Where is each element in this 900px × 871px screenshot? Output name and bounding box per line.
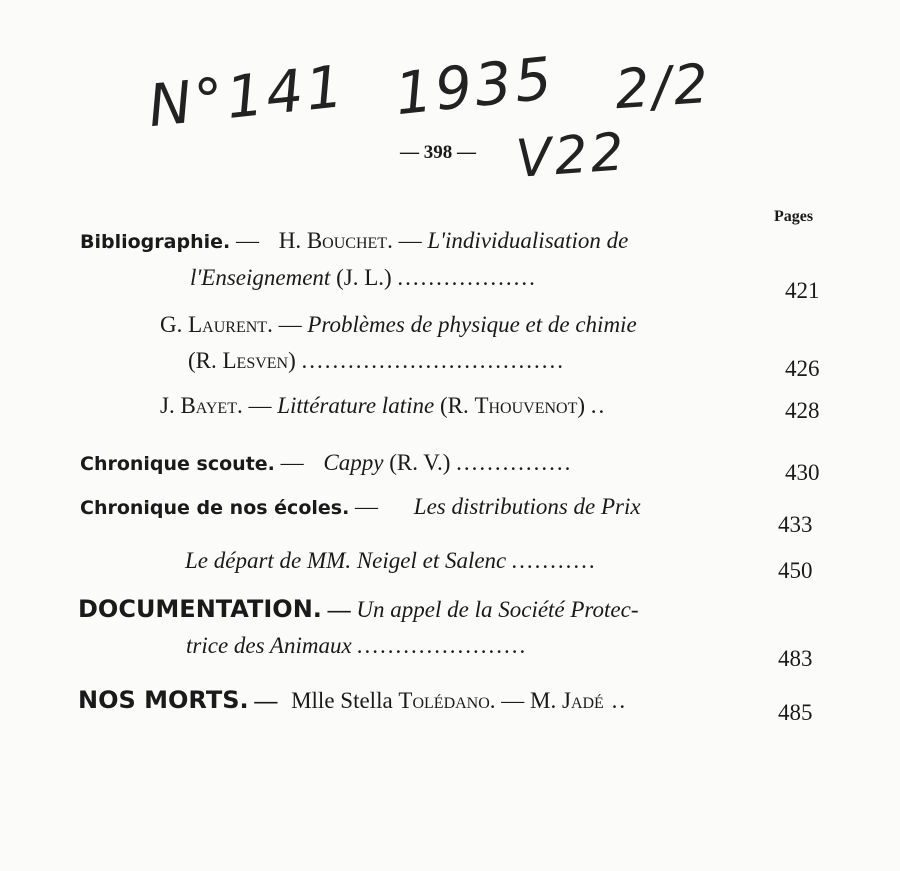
leader-dots: ........... [511,548,597,573]
page-ref: 450 [778,558,813,583]
reviewer-name: Lesven [222,348,289,373]
page-number: — 398 — [400,142,476,163]
toc-entry-laurent-cont: (R. Lesven) .................................. [188,348,566,373]
leader-dots: ............... [456,450,573,475]
work-title: Le départ de MM. Neigel et Salenc [185,548,507,573]
toc-entry-bibliographie-cont [190,265,537,291]
work-title: Les distributions de Prix [413,494,641,519]
reviewer-name: Thouvenot [474,393,578,418]
toc-entry-nos-morts: NOS MORTS. — Mlle Stella Tolédano. — M. Jadé .. [78,686,628,714]
handwritten-year: 1935 [391,43,558,129]
page-ref: 433 [778,512,813,537]
leader-dots: .. [590,393,607,418]
reviewer: (J. L.) [330,265,398,290]
page-ref: 483 [778,646,813,671]
section-heading: Chronique scoute. [80,453,275,475]
work-title: Littérature latine [277,393,435,418]
toc-entry-chronique-ecoles: Chronique de nos écoles. — Les distributions de Prix [80,494,641,519]
work-title: Un appel de la Société Protec- [356,597,639,622]
page-ref: 430 [785,460,820,485]
work-title: L'individualisation de [427,228,629,253]
leader-dots: .................. [397,265,537,290]
leader-dots: .. [603,688,628,713]
toc-entry-documentation: DOCUMENTATION. — Un appel de la Société Protec- [78,595,639,623]
reviewer: (R. V.) [383,450,457,475]
toc-entry-chronique-scoute: Chronique scoute. — Cappy (R. V.) ............... [80,450,573,475]
page-ref: 426 [785,356,820,381]
section-heading: Bibliographie. [80,231,231,253]
pages-column-header: Pages [774,208,814,225]
author-name: Bouchet [306,228,388,253]
toc-entry-documentation-cont [186,633,527,659]
work-title: Problèmes de physique et de chimie [307,312,637,337]
author-name: Laurent [188,312,268,337]
handwritten-ref-number: N°141 [144,51,350,141]
toc-entry-bayet: J. Bayet. — Littérature latine (R. Thouvenot) .. [160,393,607,418]
author-name: Bayet [180,393,237,418]
toc-entry-laurent: G. Laurent. — Problèmes de physique et de chimie [160,312,637,337]
handwritten-volume: V22 [514,122,629,190]
person-name: Tolédano [398,688,490,713]
leader-dots: .................................. [301,348,566,373]
toc-entry-bibliographie: Bibliographie. — H. Bouchet. — L'individualisation de [80,228,629,253]
section-heading: NOS MORTS. [78,686,249,714]
work-title: l'Enseignement [190,265,331,290]
leader-dots: ...................... [356,633,528,658]
handwritten-fraction: 2/2 [612,51,713,122]
page-ref: 428 [785,398,820,423]
person-name: Jadé [562,688,604,713]
section-heading: Chronique de nos écoles. [80,497,350,519]
work-title: trice des Animaux [186,633,352,658]
page-ref: 421 [785,278,820,303]
toc-entry-depart [185,548,597,574]
section-heading: DOCUMENTATION. [78,595,322,623]
work-title: Cappy [323,450,384,475]
page-ref: 485 [778,700,813,725]
